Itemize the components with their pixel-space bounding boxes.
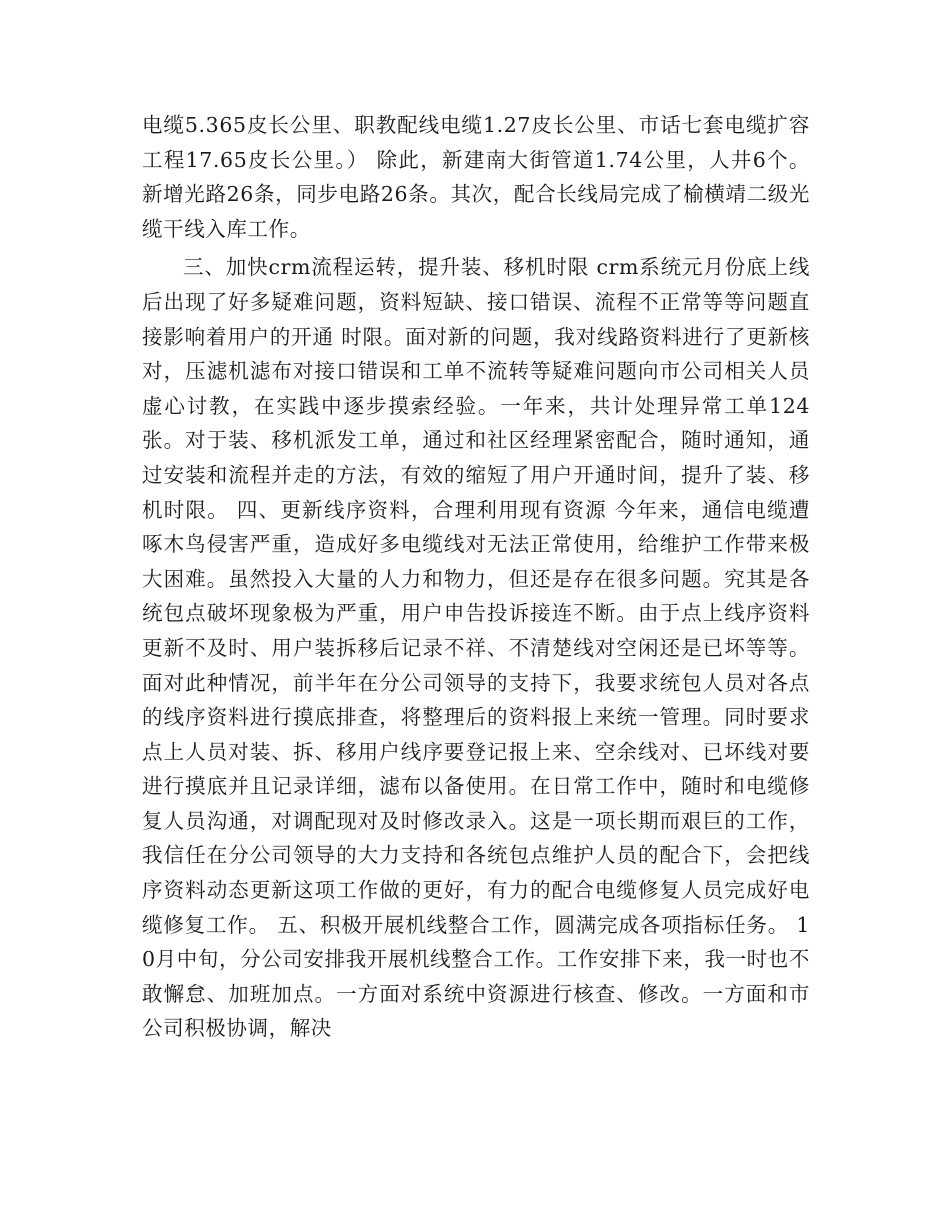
document-body <box>142 108 810 1046</box>
paragraph-cable-summary: 电缆5.365皮长公里、职教配线电缆1.27皮长公里、市话七套电缆扩容工程17.65皮长公里。） 除此，新建南大街管道1.74公里，人井6个。新增光路26条，同步电路26条。其次，配合长线局完成了榆横靖二级光缆干线入库工作。 <box>142 113 810 241</box>
paragraph-work-report: 三、加快crm流程运转，提升装、移机时限 crm系统元月份底上线后出现了好多疑难问题，资料短缺、接口错误、流程不正常等等问题直接影响着用户的开通 时限。面对新的问题，我对线路资料进行了更新核对，压滤机滤布对接口错误和工单不流转等疑难问题向市公司相关人员虚心讨教，在实践中逐步摸索经验。一年来，共计处理异常工单124张。对于装、移机派发工单，通过和社区经理紧密配合，随时通知，通过安装和流程并走的方法，有效的缩短了用户开通时间，提升了装、移机时限。 四、更新线序资料，合理利用现有资源 今年来，通信电缆遭啄木鸟侵害严重，造成好多电缆线对无法正常使用，给维护工作带来极大困难。虽然投入大量的人力和物力，但还是存在很多问题。究其是各统包点破坏现象极为严重，用户申告投诉接连不断。由于点上线序资料更新不及时、用户装拆移后记录不祥、不清楚线对空闲还是已坏等等。面对此种情况，前半年在分公司领导的支持下，我要求统包人员对各点的线序资料进行摸底排查，将整理后的资料报上来统一管理。同时要求点上人员对装、拆、移用户线序要登记报上来、空余线对、已坏线对要进行摸底并且记录详细，滤布以备使用。在日常工作中，随时和电缆修复人员沟通，对调配现对及时修改录入。这是一项长期而艰巨的工作，我信任在分公司领导的大力支持和各统包点维护人员的配合下，会把线序资料动态更新这项工作做的更好，有力的配合电缆修复人员完成好电缆修复工作。 五、积极开展机线整合工作，圆满完成各项指标任务。 10月中旬，分公司安排我开展机线整合工作。工作安排下来，我一时也不敢懈怠、加班加点。一方面对系统中资源进行核查、修改。一方面和市公司积极协调，解决 <box>142 255 810 1041</box>
